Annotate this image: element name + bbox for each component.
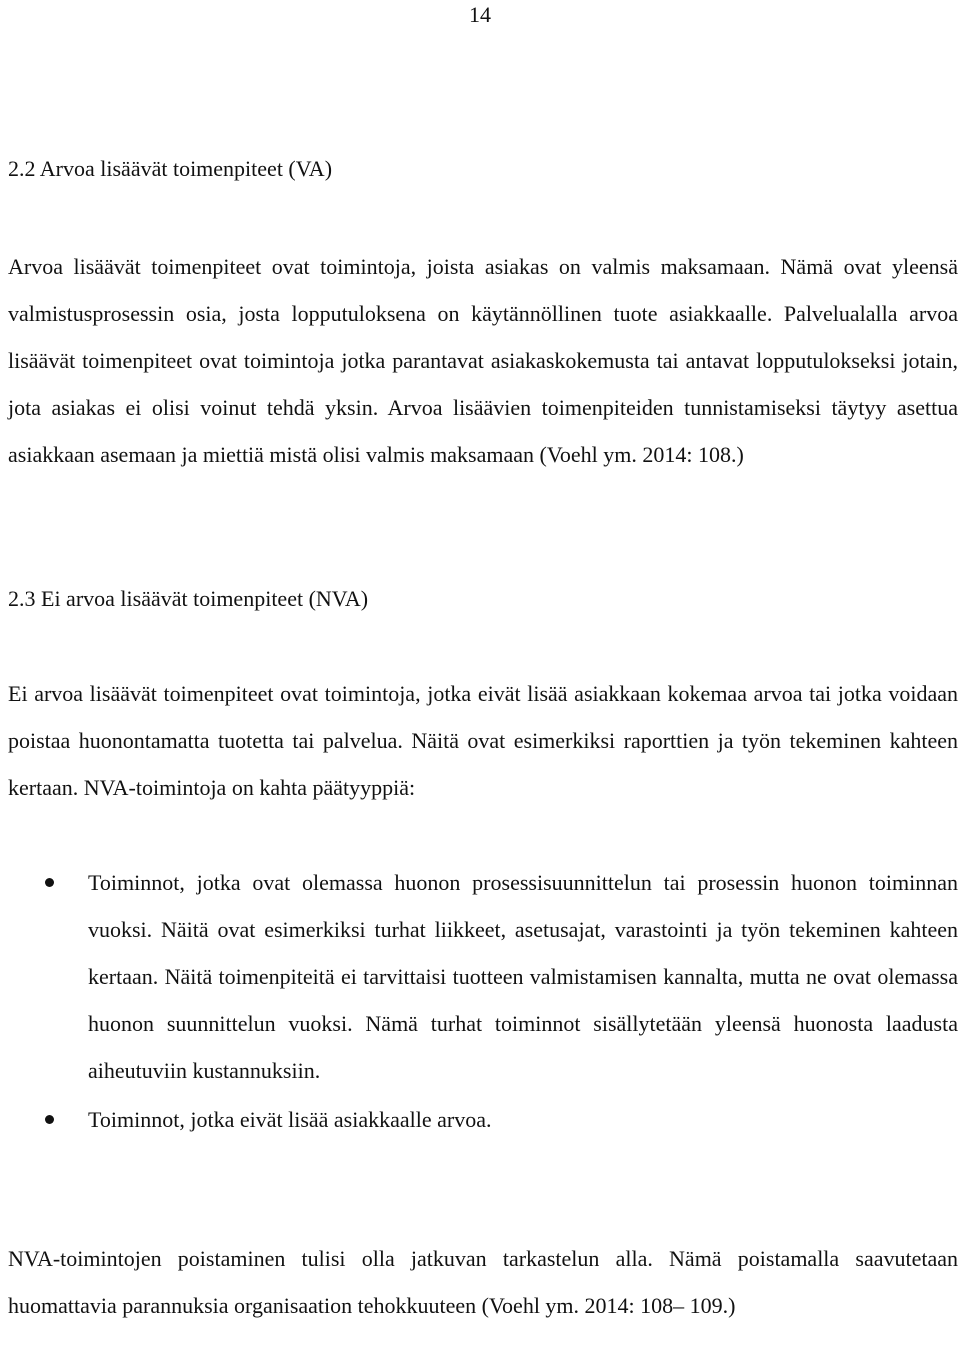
nva-type-list (0, 859, 958, 1143)
page-number: 14 (469, 2, 491, 27)
list-item-text: Toiminnot, jotka eivät lisää asiakkaalle arvoa. (88, 1107, 492, 1132)
list-item-text: Toiminnot, jotka ovat olemassa huonon prosessisuunnittelun tai prosessin huonon toiminnan vuoksi. Näitä ovat esimerkiksi turhat liikkeet, asetusajat, varastointi ja työn tekeminen kahteen kertaan. Näitä toimenpiteitä ei tarvittaisi tuotteen valmistamisen kannalta, mutta ne ovat olemassa huonon suunnittelun vuoksi. Nämä turhat toiminnot sisällytetään yleensä huonosta laadusta aiheutuviin kustannuksiin. (88, 870, 958, 1083)
bullet-icon (45, 878, 54, 887)
paragraph-nva: Ei arvoa lisäävät toimenpiteet ovat toimintoja, jotka eivät lisää asiakkaan kokemaa arvoa tai jotka voidaan poistaa huonontamatta tuotetta tai palvelua. Näitä ovat esimerkiksi raporttien ja työn tekeminen kahteen kertaan. NVA-toimintoja on kahta päätyyppiä: (8, 681, 958, 800)
paragraph-va: Arvoa lisäävät toimenpiteet ovat toimintoja, joista asiakas on valmis maksamaan. Nämä ovat yleensä valmistusprosessin osia, josta lopputuloksena on käytännöllinen tuote asiakkaalle. Palvelualalla arvoa lisäävät toimenpiteet ovat toimintoja jotka parantavat asiakaskokemusta tai antavat lopputulokseksi jotain, jota asiakas ei olisi voinut tehdä yksin. Arvoa lisäävien toimenpiteiden tunnistamiseksi täytyy asettua asiakkaan asemaan ja miettiä mistä olisi valmis maksamaan (Voehl ym. 2014: 108.) (8, 254, 958, 467)
bullet-icon (45, 1115, 54, 1124)
paragraph-nva-closing: NVA-toimintojen poistaminen tulisi olla jatkuvan tarkastelun alla. Nämä poistamalla saavutetaan huomattavia parannuksia organisaation tehokkuuteen (Voehl ym. 2014: 108– 109.) (8, 1246, 958, 1318)
section-heading-va: 2.2 Arvoa lisäävät toimenpiteet (VA) (8, 156, 333, 181)
list-item (0, 859, 958, 1094)
list-item (0, 1096, 958, 1143)
section-heading-nva: 2.3 Ei arvoa lisäävät toimenpiteet (NVA) (8, 586, 369, 611)
